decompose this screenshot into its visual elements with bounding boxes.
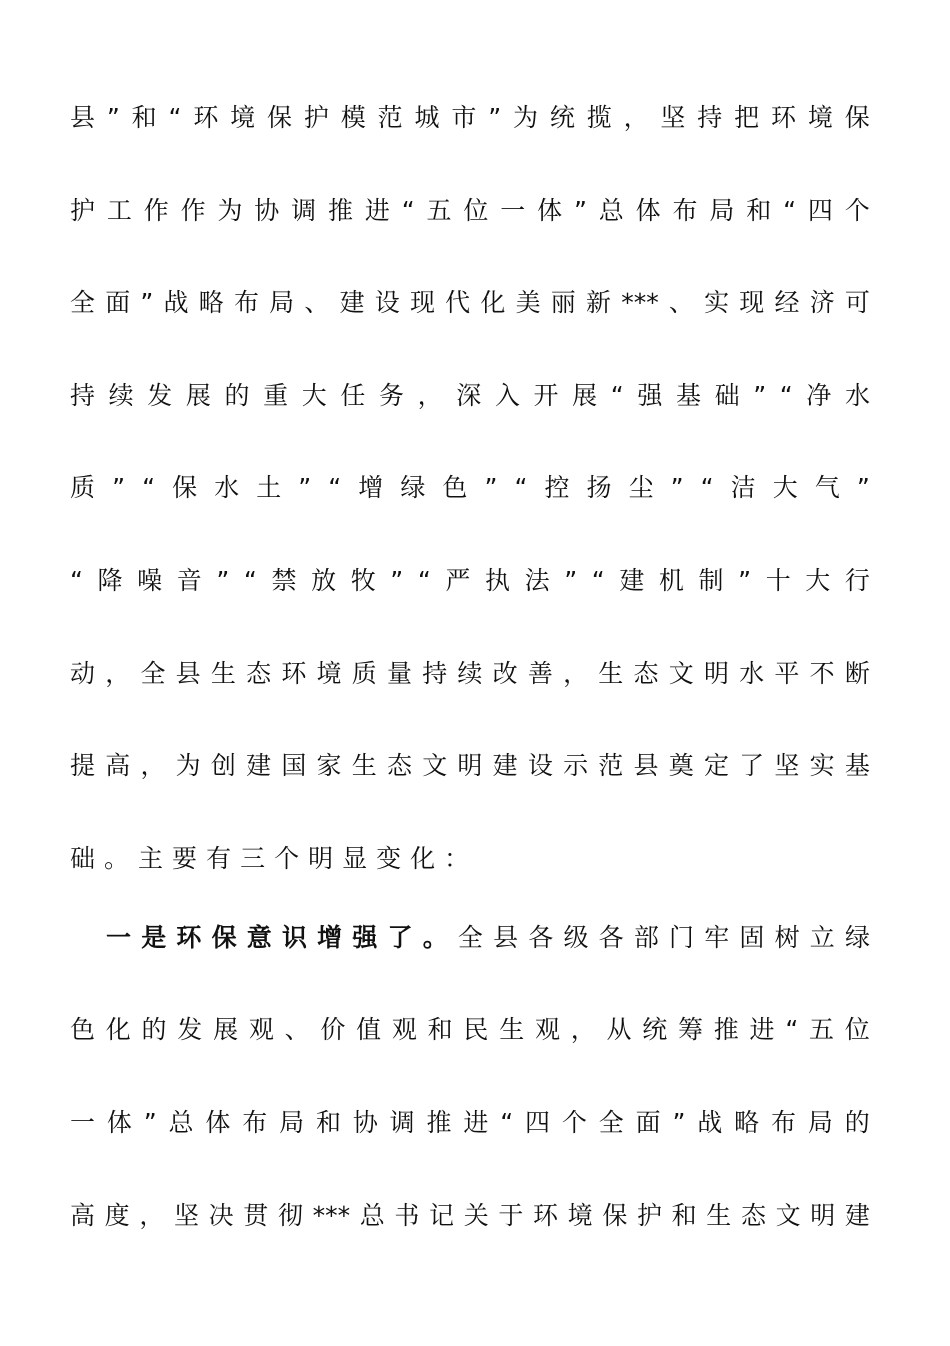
text-glyph: 环 (771, 103, 797, 132)
text-glyph: 奠 (668, 751, 694, 780)
text-glyph: “ (700, 473, 714, 502)
text-glyph: 体 (635, 196, 661, 225)
text-glyph: 绿 (844, 923, 870, 952)
text-glyph: 总 (598, 196, 624, 225)
text-glyph: 个 (274, 844, 309, 873)
text-glyph: 洁 (730, 473, 756, 502)
text-glyph: “ (168, 103, 182, 132)
text-glyph: ” (112, 473, 126, 502)
text-glyph: 示 (563, 751, 589, 780)
text-line (70, 283, 870, 323)
text-glyph: 水 (844, 381, 870, 410)
heading-glyph: 一 (106, 923, 132, 952)
heading-glyph: 识 (281, 923, 307, 952)
text-glyph: 高 (70, 1201, 96, 1230)
text-glyph: 各 (528, 923, 554, 952)
text-glyph: 建 (246, 751, 272, 780)
text-glyph: 态 (740, 1201, 766, 1230)
text-glyph: 展 (572, 381, 598, 410)
text-glyph: 县 (175, 659, 201, 688)
text-glyph: 各 (598, 923, 624, 952)
text-glyph: 现 (409, 288, 435, 317)
text-glyph: 量 (386, 659, 412, 688)
text-glyph: 绿 (400, 473, 426, 502)
text-glyph: 推 (328, 196, 354, 225)
text-glyph: 生 (210, 659, 236, 688)
text-glyph: 了 (739, 751, 765, 780)
text-line (70, 191, 870, 231)
text-glyph: 动 (70, 659, 96, 688)
text-glyph: 布 (672, 196, 698, 225)
text-glyph: 生 (499, 1015, 525, 1044)
heading-glyph: 意 (246, 923, 272, 952)
text-glyph: ” (298, 473, 312, 502)
text-glyph: “ (783, 196, 797, 225)
text-glyph: 城 (414, 103, 440, 132)
text-glyph: 化 (105, 1015, 131, 1044)
text-glyph: 定 (703, 751, 729, 780)
text-glyph: 作 (180, 196, 206, 225)
text-glyph: 观 (391, 1015, 417, 1044)
text-glyph: 局 (279, 1108, 305, 1137)
text-glyph: 现 (739, 288, 765, 317)
text-glyph: 观 (534, 1015, 560, 1044)
text-glyph: 建 (492, 751, 518, 780)
text-glyph: 部 (633, 923, 659, 952)
text-glyph: 生 (598, 659, 624, 688)
text-glyph: 展 (185, 381, 211, 410)
text-glyph: 创 (210, 751, 236, 780)
text-glyph: 建 (619, 566, 645, 595)
text-line (70, 1103, 870, 1143)
text-glyph: 法 (524, 566, 550, 595)
text-glyph: 大 (772, 473, 798, 502)
text-glyph: “ (328, 473, 342, 502)
text-glyph: 发 (147, 381, 173, 410)
text-glyph: 境 (567, 1201, 593, 1230)
text-glyph: 不 (809, 659, 835, 688)
text-glyph: 环 (193, 103, 219, 132)
text-glyph: 净 (806, 381, 832, 410)
text-glyph: 工 (106, 196, 132, 225)
text-glyph: 态 (386, 751, 412, 780)
text-glyph: 音 (176, 566, 202, 595)
text-glyph: ” (488, 103, 502, 132)
text-glyph: 和 (427, 1015, 453, 1044)
text-glyph: 尘 (628, 473, 654, 502)
text-glyph: 的 (844, 1108, 870, 1137)
text-glyph: *** (312, 1201, 351, 1230)
text-glyph: 统 (642, 1015, 668, 1044)
text-glyph: 全 (457, 923, 483, 952)
text-glyph: 为 (217, 196, 243, 225)
heading-glyph: 。 (422, 923, 448, 952)
text-glyph: 行 (844, 566, 870, 595)
text-glyph: 境 (807, 103, 833, 132)
text-glyph: 记 (429, 1201, 455, 1230)
text-glyph: 三 (240, 844, 275, 873)
text-glyph: 调 (389, 1108, 415, 1137)
text-glyph: 一 (70, 1108, 96, 1137)
text-glyph: 面 (635, 1108, 661, 1137)
text-line (70, 98, 870, 138)
text-glyph: 一 (500, 196, 526, 225)
text-glyph: “ (70, 566, 83, 595)
text-glyph: 保 (844, 103, 870, 132)
text-glyph: 坚 (774, 751, 800, 780)
text-glyph: 生 (351, 751, 377, 780)
text-glyph: 质 (70, 473, 96, 502)
text-glyph: 础 (70, 844, 105, 873)
text-glyph: 五 (426, 196, 452, 225)
text-glyph: “ (779, 381, 793, 410)
text-glyph: 文 (422, 751, 448, 780)
text-glyph: 战 (163, 288, 189, 317)
text-glyph: ” (670, 473, 684, 502)
text-glyph: 增 (358, 473, 384, 502)
text-glyph: 强 (637, 381, 663, 410)
text-glyph: 坚 (173, 1201, 199, 1230)
text-glyph: 推 (713, 1015, 739, 1044)
text-glyph: “ (142, 473, 156, 502)
text-glyph: 模 (340, 103, 366, 132)
text-glyph: 推 (426, 1108, 452, 1137)
heading-glyph: 强 (352, 923, 378, 952)
text-glyph: ” (753, 381, 767, 410)
text-glyph: 十 (765, 566, 791, 595)
text-glyph: 主 (138, 844, 173, 873)
text-glyph: 持 (422, 659, 448, 688)
text-glyph: 丽 (550, 288, 576, 317)
text-glyph: ， (105, 659, 131, 688)
text-glyph: 文 (668, 659, 694, 688)
text-glyph: ， (417, 381, 443, 410)
text-glyph: ” (564, 566, 578, 595)
text-glyph: 统 (549, 103, 575, 132)
heading-glyph: 环 (176, 923, 202, 952)
text-glyph: 局 (709, 196, 735, 225)
text-glyph: “ (417, 566, 431, 595)
text-glyph: 放 (311, 566, 337, 595)
text-glyph: 禁 (271, 566, 297, 595)
text-glyph: 质 (351, 659, 377, 688)
text-glyph: 总 (359, 1201, 385, 1230)
text-glyph: 位 (844, 1015, 870, 1044)
text-glyph: 务 (379, 381, 405, 410)
text-glyph: 可 (844, 288, 870, 317)
text-glyph: 。 (104, 844, 139, 873)
text-glyph: 体 (106, 1108, 132, 1137)
text-glyph: 大 (805, 566, 831, 595)
text-glyph: ” (106, 103, 120, 132)
text-glyph: 开 (533, 381, 559, 410)
text-glyph: 设 (374, 288, 400, 317)
text-glyph: 筹 (678, 1015, 704, 1044)
text-glyph: 环 (281, 659, 307, 688)
text-glyph: 牢 (704, 923, 730, 952)
text-glyph: 代 (445, 288, 471, 317)
text-glyph: 战 (697, 1108, 723, 1137)
text-line (70, 561, 870, 601)
text-glyph: 全 (598, 1108, 624, 1137)
text-glyph: 书 (394, 1201, 420, 1230)
text-glyph: 基 (675, 381, 701, 410)
text-glyph: “ (500, 1108, 514, 1137)
text-glyph: 进 (463, 1108, 489, 1137)
text-glyph: 扬 (586, 473, 612, 502)
text-glyph: 、 (668, 288, 694, 317)
text-line (70, 839, 870, 879)
text-glyph: 、 (304, 288, 330, 317)
text-glyph: ： (444, 844, 479, 873)
text-glyph: 护 (70, 196, 96, 225)
text-glyph: 建 (339, 288, 365, 317)
text-glyph: 境 (230, 103, 256, 132)
text-glyph: 家 (316, 751, 342, 780)
text-glyph: 值 (356, 1015, 382, 1044)
text-glyph: 重 (263, 381, 289, 410)
text-glyph: 进 (364, 196, 390, 225)
text-glyph: 入 (494, 381, 520, 410)
text-glyph: 平 (774, 659, 800, 688)
text-glyph: 基 (844, 751, 870, 780)
text-glyph: 位 (463, 196, 489, 225)
text-glyph: 执 (485, 566, 511, 595)
text-glyph: 控 (544, 473, 570, 502)
heading-glyph: 是 (141, 923, 167, 952)
text-glyph: 体 (537, 196, 563, 225)
text-glyph: 立 (809, 923, 835, 952)
text-line (70, 376, 870, 416)
text-glyph: 五 (809, 1015, 835, 1044)
text-glyph: 显 (342, 844, 377, 873)
text-glyph: ， (570, 1015, 596, 1044)
text-glyph: 门 (669, 923, 695, 952)
text-glyph: 护 (636, 1201, 662, 1230)
text-glyph: 持 (697, 103, 723, 132)
text-glyph: “ (514, 473, 528, 502)
text-glyph: 降 (97, 566, 123, 595)
text-glyph: 深 (456, 381, 482, 410)
text-glyph: 续 (457, 659, 483, 688)
text-glyph: 济 (809, 288, 835, 317)
text-glyph: ， (563, 659, 589, 688)
text-glyph: 改 (492, 659, 518, 688)
text-glyph: 县 (633, 751, 659, 780)
text-glyph: 略 (734, 1108, 760, 1137)
text-glyph: 略 (198, 288, 224, 317)
text-glyph: 县 (70, 103, 96, 132)
text-glyph: 从 (606, 1015, 632, 1044)
text-glyph: 国 (281, 751, 307, 780)
text-glyph: 严 (445, 566, 471, 595)
text-glyph: 任 (340, 381, 366, 410)
text-glyph: ， (140, 751, 166, 780)
text-glyph: 础 (714, 381, 740, 410)
text-glyph: ” (140, 288, 154, 317)
text-glyph: 明 (703, 659, 729, 688)
heading-glyph: 保 (211, 923, 237, 952)
text-glyph: 面 (105, 288, 131, 317)
heading-glyph: 增 (317, 923, 343, 952)
text-glyph: 观 (248, 1015, 274, 1044)
text-glyph: 个 (844, 196, 870, 225)
text-glyph: 土 (256, 473, 282, 502)
text-glyph: 有 (206, 844, 241, 873)
text-glyph: 县 (493, 923, 519, 952)
text-glyph: 色 (70, 1015, 96, 1044)
text-glyph: 布 (233, 288, 259, 317)
text-glyph: 保 (172, 473, 198, 502)
text-glyph: 化 (410, 844, 445, 873)
text-glyph: 于 (498, 1201, 524, 1230)
text-glyph: 和 (671, 1201, 697, 1230)
text-glyph: 级 (563, 923, 589, 952)
text-line (70, 468, 870, 508)
text-glyph: 全 (70, 288, 96, 317)
text-glyph: 作 (143, 196, 169, 225)
text-glyph: 个 (561, 1108, 587, 1137)
text-glyph: 明 (810, 1201, 836, 1230)
text-glyph: “ (591, 566, 605, 595)
text-glyph: 市 (451, 103, 477, 132)
text-glyph: “ (243, 566, 257, 595)
text-glyph: 进 (749, 1015, 775, 1044)
text-glyph: 和 (131, 103, 157, 132)
text-glyph: 化 (480, 288, 506, 317)
text-glyph: 调 (291, 196, 317, 225)
text-glyph: 水 (214, 473, 240, 502)
text-glyph: 新 (585, 288, 611, 317)
text-glyph: 贯 (243, 1201, 269, 1230)
text-glyph: 和 (746, 196, 772, 225)
text-glyph: 保 (267, 103, 293, 132)
text-glyph: 实 (704, 288, 730, 317)
text-glyph: “ (401, 196, 415, 225)
text-glyph: ” (672, 1108, 686, 1137)
text-glyph: 态 (246, 659, 272, 688)
text-glyph: 机 (658, 566, 684, 595)
text-glyph: 局 (269, 288, 295, 317)
text-line (70, 1196, 870, 1236)
text-glyph: 把 (734, 103, 760, 132)
text-glyph: ” (484, 473, 498, 502)
text-glyph: *** (621, 288, 659, 317)
text-glyph: 范 (377, 103, 403, 132)
text-glyph: ” (216, 566, 230, 595)
text-glyph: 明 (457, 751, 483, 780)
text-glyph: 色 (442, 473, 468, 502)
text-glyph: 制 (698, 566, 724, 595)
text-glyph: 提 (70, 751, 96, 780)
text-glyph: 大 (301, 381, 327, 410)
text-glyph: 决 (208, 1201, 234, 1230)
text-glyph: 设 (527, 751, 553, 780)
text-glyph: ” (573, 196, 587, 225)
text-glyph: 布 (242, 1108, 268, 1137)
text-line (70, 654, 870, 694)
text-glyph: ” (738, 566, 752, 595)
paragraph-2-first-line (106, 918, 870, 958)
text-glyph: 要 (172, 844, 207, 873)
text-glyph: 护 (303, 103, 329, 132)
text-glyph: 展 (213, 1015, 239, 1044)
text-glyph: 和 (315, 1108, 341, 1137)
text-glyph: 文 (775, 1201, 801, 1230)
text-glyph: 全 (140, 659, 166, 688)
text-line (70, 1010, 870, 1050)
text-glyph: 为 (175, 751, 201, 780)
text-glyph: 态 (633, 659, 659, 688)
text-glyph: ” (390, 566, 404, 595)
text-glyph: 高 (105, 751, 131, 780)
text-glyph: ， (623, 103, 649, 132)
text-glyph: 协 (352, 1108, 378, 1137)
text-glyph: ， (139, 1201, 165, 1230)
text-glyph: 境 (316, 659, 342, 688)
text-glyph: 噪 (137, 566, 163, 595)
text-glyph: 生 (706, 1201, 732, 1230)
text-glyph: 、 (284, 1015, 310, 1044)
text-glyph: 范 (598, 751, 624, 780)
text-glyph: 四 (807, 196, 833, 225)
text-glyph: 美 (515, 288, 541, 317)
text-glyph: 度 (104, 1201, 130, 1230)
text-glyph: 实 (809, 751, 835, 780)
text-glyph: ” (856, 473, 870, 502)
text-glyph: 水 (739, 659, 765, 688)
text-glyph: 协 (254, 196, 280, 225)
text-glyph: 气 (814, 473, 840, 502)
text-glyph: 变 (376, 844, 411, 873)
text-glyph: 布 (771, 1108, 797, 1137)
text-glyph: ” (143, 1108, 157, 1137)
text-glyph: 关 (463, 1201, 489, 1230)
text-glyph: 坚 (660, 103, 686, 132)
text-glyph: 建 (844, 1201, 870, 1230)
text-glyph: 四 (525, 1108, 551, 1137)
text-glyph: 揽 (586, 103, 612, 132)
text-glyph: 的 (224, 381, 250, 410)
text-glyph: 的 (141, 1015, 167, 1044)
text-glyph: 固 (739, 923, 765, 952)
text-glyph: 保 (602, 1201, 628, 1230)
text-glyph: 善 (527, 659, 553, 688)
text-glyph: 局 (807, 1108, 833, 1137)
text-glyph: “ (610, 381, 624, 410)
text-glyph: 明 (308, 844, 343, 873)
text-glyph: 价 (320, 1015, 346, 1044)
heading-glyph: 了 (387, 923, 413, 952)
text-glyph: 为 (512, 103, 538, 132)
text-glyph: 发 (177, 1015, 203, 1044)
text-glyph: 体 (205, 1108, 231, 1137)
text-glyph: 环 (533, 1201, 559, 1230)
text-glyph: 牧 (350, 566, 376, 595)
text-glyph: 断 (844, 659, 870, 688)
text-glyph: 续 (108, 381, 134, 410)
text-glyph: 持 (70, 381, 96, 410)
text-glyph: 树 (774, 923, 800, 952)
text-glyph: 民 (463, 1015, 489, 1044)
text-glyph: 总 (168, 1108, 194, 1137)
text-glyph: 彻 (277, 1201, 303, 1230)
text-line (70, 746, 870, 786)
text-glyph: 经 (774, 288, 800, 317)
text-glyph: “ (785, 1015, 799, 1044)
